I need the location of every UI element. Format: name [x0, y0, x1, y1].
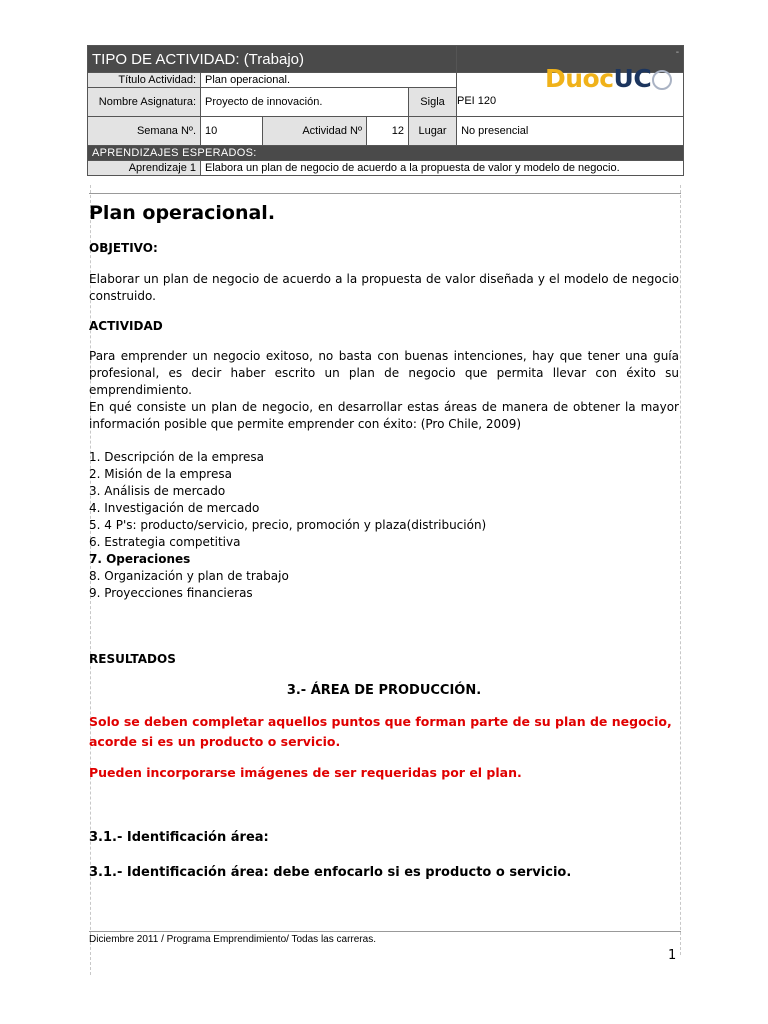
- footer-rule: [89, 931, 681, 932]
- lugar-label: Lugar: [409, 117, 457, 146]
- actividad-paragraph-2: En qué consiste un plan de negocio, en desarrollar estas áreas de manera de obtener la mayor información posible que permite emprender con éxito: (Pro Chile, 2009): [89, 400, 679, 431]
- aprendizaje1-value: Elabora un plan de negocio de acuerdo a la propuesta de valor y modelo de negocio.: [201, 161, 684, 176]
- lugar-value: No presencial: [457, 117, 684, 146]
- list-item: 2. Misión de la empresa: [89, 467, 232, 481]
- header-rule: [89, 193, 681, 194]
- area-produccion-heading: 3.- ÁREA DE PRODUCCIÓN.: [286, 683, 482, 698]
- subheading-identificacion-detalle: 3.1.- Identificación área: debe enfocarlo si es producto o servicio.: [89, 865, 572, 880]
- list-item: 7. Operaciones: [89, 552, 191, 566]
- semana-label: Semana Nº.: [88, 117, 201, 146]
- right-margin-guide: [680, 185, 681, 955]
- seal-icon: [652, 70, 672, 90]
- page-title: Plan operacional.: [89, 202, 276, 224]
- semana-value: 10: [201, 117, 263, 146]
- aprendizajes-heading: APRENDIZAJES ESPERADOS:: [88, 146, 684, 161]
- nombre-label: Nombre Asignatura:: [88, 88, 201, 117]
- list-item: 5. 4 P's: producto/servicio, precio, promoción y plaza(distribución): [89, 518, 487, 532]
- instruction-red-1: Solo se deben completar aquellos puntos que forman parte de su plan de negocio, acorde si es un producto o servicio.: [89, 714, 672, 749]
- list-item: 8. Organización y plan de trabajo: [89, 569, 289, 583]
- activity-type-title: TIPO DE ACTIVIDAD: (Trabajo): [88, 46, 457, 73]
- list-item: 6. Estrategia competitiva: [89, 535, 241, 549]
- resultados-heading: RESULTADOS: [89, 652, 176, 666]
- page-number: 1: [668, 948, 677, 963]
- list-item: 4. Investigación de mercado: [89, 501, 260, 515]
- actividad-paragraph-1: Para emprender un negocio exitoso, no basta con buenas intenciones, hay que tener una guía profesional, es decir haber escrito un plan de negocio que permita llevar con éxito su emprendimiento.: [89, 349, 679, 397]
- duocuc-logo: DuocUC: [545, 66, 679, 92]
- subheading-identificacion: 3.1.- Identificación área:: [89, 830, 269, 845]
- sigla-value: PEI 120: [457, 95, 497, 107]
- aprendizaje1-label: Aprendizaje 1: [88, 161, 201, 176]
- nombre-value: Proyecto de innovación.: [201, 88, 409, 117]
- footer-text: Diciembre 2011 / Programa Emprendimiento/ Todas las carreras.: [89, 934, 376, 945]
- actividad-value: 12: [367, 117, 409, 146]
- actividad-label: Actividad Nº: [263, 117, 367, 146]
- titulo-value: Plan operacional.: [201, 73, 457, 88]
- sigla-label: Sigla: [409, 88, 457, 117]
- list-item: 1. Descripción de la empresa: [89, 450, 264, 464]
- instruction-red-2: Pueden incorporarse imágenes de ser requeridas por el plan.: [89, 765, 522, 780]
- list-item: 9. Proyecciones financieras: [89, 586, 253, 600]
- list-item: 3. Análisis de mercado: [89, 484, 226, 498]
- header-dash: -: [457, 46, 684, 73]
- actividad-heading: ACTIVIDAD: [89, 319, 163, 333]
- titulo-label: Título Actividad:: [88, 73, 201, 88]
- plan-areas-list: [89, 449, 679, 602]
- objetivo-heading: OBJETIVO:: [89, 241, 158, 255]
- objetivo-text: Elaborar un plan de negocio de acuerdo a la propuesta de valor diseñada y el modelo de negocio construido.: [89, 272, 679, 303]
